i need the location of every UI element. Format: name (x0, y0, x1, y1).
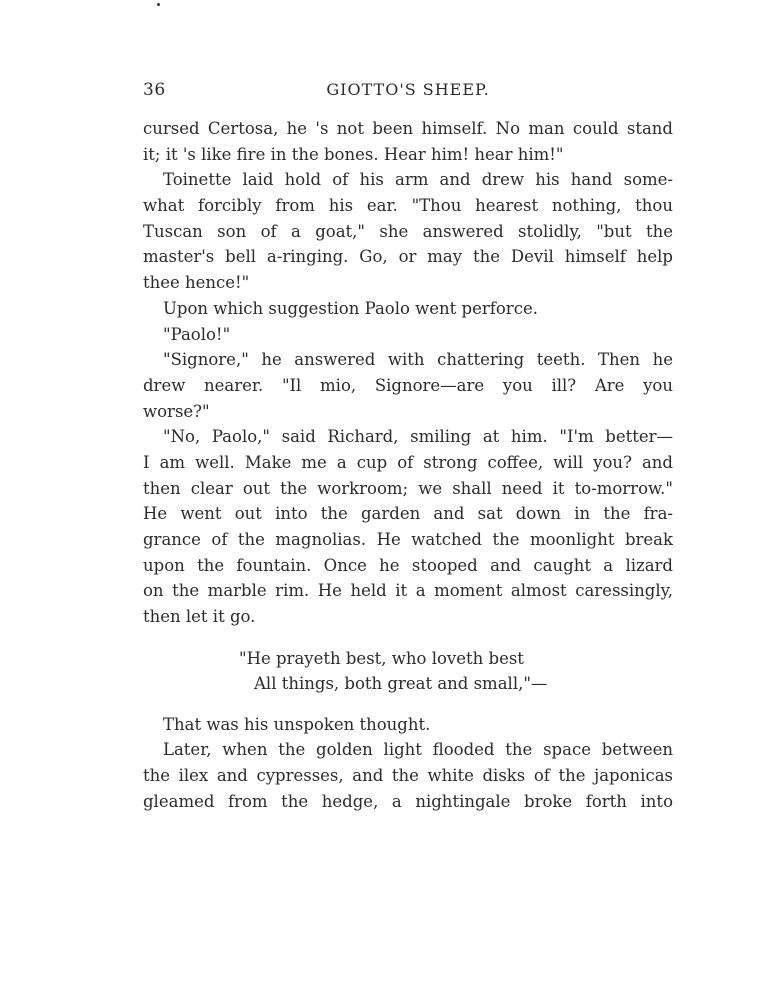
text-line: gleamed from the hedge, a nightingale broke forth into (143, 791, 673, 811)
text-line: Toinette laid hold of his arm and drew his hand some- (163, 170, 673, 190)
text-line: on the marble rim. He held it a moment almost caressingly, (143, 581, 673, 601)
verse-line: "He prayeth best, who loveth best (239, 648, 524, 668)
verse-quotation (143, 646, 673, 696)
text-line: "Paolo!" (163, 324, 231, 344)
text-line: thee hence!" (143, 273, 250, 293)
text-line: then let it go. (143, 607, 256, 627)
text-line: He went out into the garden and sat down in the fra- (143, 504, 673, 524)
text-line: I am well. Make me a cup of strong coffee, will you? and (143, 452, 673, 472)
text-line: cursed Certosa, he 's not been himself. No man could stand (143, 119, 673, 138)
text-line: "Signore," he answered with chattering teeth. Then he (163, 350, 673, 370)
page-number: 36 (143, 80, 166, 100)
text-line: grance of the magnolias. He watched the moonlight break (143, 530, 673, 549)
text-line: upon the fountain. Once he stooped and caught a lizard (143, 555, 673, 575)
print-speck (157, 3, 160, 6)
verse-line: All things, both great and small,"— (254, 673, 548, 693)
text-line: what forcibly from his ear. "Thou hearest nothing, thou (143, 196, 673, 216)
running-head: GIOTTO'S SHEEP. (326, 80, 490, 99)
body-text (143, 116, 673, 815)
text-line: master's bell a-ringing. Go, or may the Devil himself help (143, 247, 673, 267)
prose-before-verse (143, 116, 673, 630)
text-line: it; it 's like fire in the bones. Hear him! hear him!" (143, 144, 564, 164)
text-line: Tuscan son of a goat," she answered stolidly, "but the (143, 221, 673, 241)
text-line: Upon which suggestion Paolo went perforce. (163, 298, 538, 318)
text-line: That was his unspoken thought. (163, 714, 431, 734)
text-line: drew nearer. "Il mio, Signore—are you ill? Are you (143, 375, 673, 395)
text-line: Later, when the golden light flooded the space between (163, 740, 673, 760)
prose-after-verse (143, 712, 673, 815)
text-line: then clear out the workroom; we shall need it to-morrow." (143, 478, 673, 498)
page-header (143, 80, 673, 106)
text-line: "No, Paolo," said Richard, smiling at him. "I'm better— (163, 427, 673, 447)
text-line: the ilex and cypresses, and the white disks of the japonicas (143, 766, 673, 786)
text-line: worse?" (143, 401, 210, 421)
